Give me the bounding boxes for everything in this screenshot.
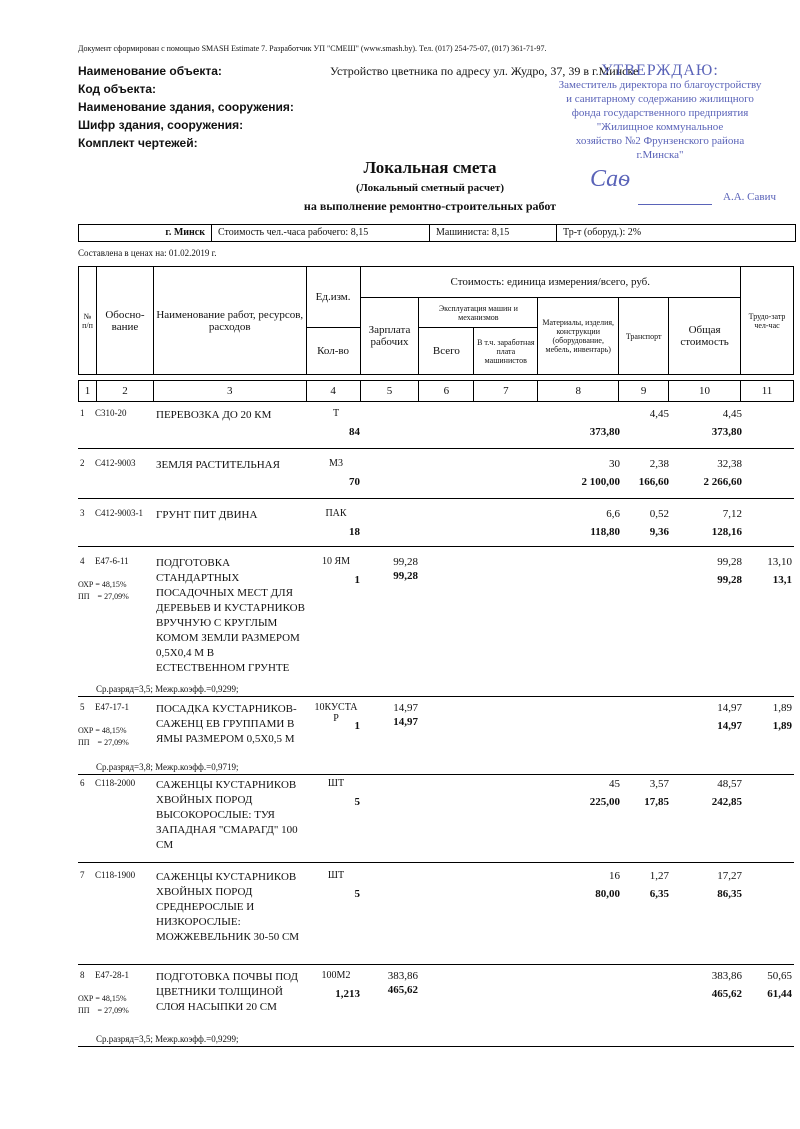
row-qty: 1 (354, 720, 360, 732)
row-materials-unit: 6,6 (606, 508, 620, 520)
row-name: САЖЕНЦЫ КУСТАРНИКОВ ХВОЙНЫХ ПОРОД СРЕДНЕРОСЛЫЕ И НИЗКОРОСЛЫЕ: МОЖЖЕВЕЛЬНИК 30-50 СМ (156, 871, 300, 943)
row-separator (78, 696, 794, 697)
stamp-line: г.Минска" (636, 149, 684, 161)
row-number: 6 (80, 778, 85, 788)
header-qty: Кол-во (306, 328, 360, 375)
header-basis: Обосно-вание (96, 267, 153, 375)
row-transport-total: 9,36 (649, 526, 669, 538)
row-ohr: ОХР = 48,15% (78, 726, 127, 735)
row-name: САЖЕНЦЫ КУСТАРНИКОВ ХВОЙНЫХ ПОРОД ВЫСОКОРОСЛЫЕ: ТУЯ ЗАПАДНАЯ "СМАРАГД" 100 СМ (156, 779, 298, 851)
row-total-unit: 99,28 (717, 556, 742, 568)
row-name: ГРУНТ ПИТ ДВИНА (156, 509, 258, 521)
row-materials-unit: 45 (609, 778, 620, 790)
info-city: г. Минск (79, 225, 212, 241)
row-labor-unit: 1,89 (772, 702, 792, 714)
row-labor-total: 61,44 (767, 988, 792, 1000)
generator-note: Документ сформирован с помощью SMASH Estimate 7. Разработчик УП "СМЕШ" (www.smash.by). Тел. (017) 254-75-07, (017) 361-71-97. (78, 44, 547, 53)
row-number: 7 (80, 870, 85, 880)
column-number: 4 (306, 381, 360, 402)
column-number: 1 (79, 381, 97, 402)
row-total-unit: 14,97 (717, 702, 742, 714)
table-row (78, 556, 794, 696)
header-total: Общая стоимость (669, 298, 741, 375)
document-subtitle-2: на выполнение ремонтно-строительных работ (303, 199, 557, 213)
table-row (78, 870, 794, 964)
row-separator (78, 774, 794, 775)
row-code: С412-9003 (95, 458, 136, 468)
row-footnote: Ср.разряд=3,5; Межр.коэфф.=0,9299; (96, 1034, 239, 1044)
row-materials-total: 80,00 (595, 888, 620, 900)
row-salary-total: 99,28 (393, 570, 418, 582)
row-transport-total: 6,35 (649, 888, 669, 900)
row-qty: 84 (349, 426, 360, 438)
row-name: ПОДГОТОВКА ПОЧВЫ ПОД ЦВЕТНИКИ ТОЛЩИНОЙ СЛОЯ НАСЫПКИ 20 СМ (156, 971, 299, 1013)
stamp-signer: А.А. Савич (723, 191, 776, 203)
table-row (78, 970, 794, 1046)
row-total: 86,35 (717, 888, 742, 900)
info-box (78, 224, 796, 242)
row-total: 14,97 (717, 720, 742, 732)
row-transport-total: 166,60 (638, 476, 669, 488)
row-separator (78, 1046, 794, 1047)
row-transport-total: 17,85 (644, 796, 669, 808)
header-transport: Транспорт (619, 298, 669, 375)
row-separator (78, 964, 794, 965)
row-unit: 10 ЯМ (321, 556, 351, 567)
row-ohr: ОХР = 48,15% (78, 580, 127, 589)
row-pp: ПП = 27,09% (78, 1006, 129, 1015)
row-materials-total: 225,00 (589, 796, 620, 808)
row-unit: ПАК (325, 508, 347, 519)
row-salary-total: 465,62 (387, 984, 418, 996)
document-subtitle: (Локальный сметный расчет) (356, 182, 504, 194)
row-unit: ШТ (327, 778, 345, 789)
header-machines-total: Всего (419, 328, 474, 375)
row-total-unit: 17,27 (717, 870, 742, 882)
table-row (78, 508, 794, 546)
row-qty: 70 (349, 476, 360, 488)
row-number: 2 (80, 458, 85, 468)
row-materials-unit: 16 (609, 870, 620, 882)
column-number: 10 (669, 381, 741, 402)
row-number: 8 (80, 970, 85, 980)
column-number: 5 (360, 381, 419, 402)
table-row (78, 458, 794, 498)
cipher-label: Шифр здания, сооружения: (78, 118, 244, 132)
row-salary-unit: 99,28 (393, 556, 418, 568)
row-total: 242,85 (711, 796, 742, 808)
stamp-line: хозяйство №2 Фрунзенского района (575, 135, 745, 147)
header-labor: Трудо-затр чел-час (741, 267, 794, 375)
object-name-value: Устройство цветника по адресу ул. Жудро, 37, 39 в г.Минске (330, 64, 639, 78)
row-unit: М3 (329, 458, 343, 469)
row-pp: ПП = 27,09% (78, 592, 129, 601)
row-total: 373,80 (711, 426, 742, 438)
row-name: ПОДГОТОВКА СТАНДАРТНЫХ ПОСАДОЧНЫХ МЕСТ ДЛЯ ДЕРЕВЬЕВ И КУСТАРНИКОВ ВРУЧНУЮ С КРУГЛЫМ КОМОМ ЗЕМЛИ РАЗМЕРОМ 0,5Х0,4 М В ЕСТЕСТВЕННОМ ГРУНТЕ (156, 557, 305, 674)
header-materials: Материалы, изделия, конструкции (оборудование, мебель, инвентарь) (538, 298, 619, 375)
info-hour-cost: Стоимость чел.-часа рабочего: 8,15 (212, 225, 430, 241)
header-name: Наименование работ, ресурсов, расходов (153, 267, 306, 375)
stamp-line: Заместитель директора по благоустройству (558, 79, 762, 91)
row-total-unit: 4,45 (722, 408, 742, 420)
row-unit: 100М2 (321, 970, 351, 981)
object-name-label: Наименование объекта: (78, 64, 222, 78)
header-num: № п/п (79, 267, 97, 375)
column-number: 8 (538, 381, 619, 402)
header-machines-salary: В т.ч. заработная плата машинистов (474, 328, 538, 375)
row-materials-unit: 30 (609, 458, 620, 470)
column-number: 2 (96, 381, 153, 402)
row-transport-unit: 3,57 (649, 778, 669, 790)
column-number: 3 (153, 381, 306, 402)
column-number: 7 (474, 381, 538, 402)
stamp-line: фонда государственного предприятия (571, 107, 749, 119)
table-header (78, 266, 794, 375)
row-total: 99,28 (717, 574, 742, 586)
row-total: 128,16 (711, 526, 742, 538)
info-transport: Тр-т (оборуд.): 2% (563, 227, 642, 238)
stamp-line: "Жилищное коммунальное (596, 121, 724, 133)
header-machines: Эксплуатация машин и механизмов (419, 298, 538, 328)
row-name: ЗЕМЛЯ РАСТИТЕЛЬНАЯ (156, 459, 280, 471)
column-number: 9 (619, 381, 669, 402)
row-unit: ШТ (327, 870, 345, 881)
document-title: Локальная смета (363, 158, 497, 177)
row-salary-unit: 383,86 (387, 970, 418, 982)
table-row (78, 408, 794, 448)
row-materials-total: 2 100,00 (581, 476, 620, 488)
row-total-unit: 7,12 (722, 508, 742, 520)
row-code: Е47-28-1 (95, 970, 129, 980)
row-ohr: ОХР = 48,15% (78, 994, 127, 1003)
row-total-unit: 32,38 (717, 458, 742, 470)
row-number: 3 (80, 508, 85, 518)
row-code: Е47-6-11 (95, 556, 129, 566)
row-labor-total: 13,1 (772, 574, 792, 586)
row-footnote: Ср.разряд=3,8; Межр.коэфф.=0,9719; (96, 762, 239, 772)
building-label: Наименование здания, сооружения: (78, 100, 294, 114)
row-unit: Т (332, 408, 340, 419)
row-separator (78, 448, 794, 449)
row-materials-total: 373,80 (589, 426, 620, 438)
row-salary-unit: 14,97 (393, 702, 418, 714)
column-number: 6 (419, 381, 474, 402)
row-materials-total: 118,80 (590, 526, 620, 538)
row-pp: ПП = 27,09% (78, 738, 129, 747)
row-total: 2 266,60 (703, 476, 742, 488)
row-total-unit: 383,86 (711, 970, 742, 982)
row-qty: 5 (354, 796, 360, 808)
row-code: С118-2000 (95, 778, 136, 788)
row-qty: 1 (354, 574, 360, 586)
row-separator (78, 498, 794, 499)
row-salary-total: 14,97 (393, 716, 418, 728)
table-row (78, 702, 794, 774)
column-number: 11 (740, 381, 793, 402)
stamp-line: и санитарному содержанию жилищного (566, 93, 754, 105)
row-transport-unit: 4,45 (649, 408, 669, 420)
info-machinist: Машиниста: 8,15 (430, 225, 557, 241)
row-code: С118-1900 (95, 870, 136, 880)
row-transport-unit: 0,52 (649, 508, 669, 520)
row-transport-unit: 1,27 (649, 870, 669, 882)
row-number: 4 (80, 556, 85, 566)
signature: Саѳ (590, 166, 631, 192)
row-separator (78, 862, 794, 863)
row-number: 5 (80, 702, 85, 712)
signature-line (638, 204, 712, 205)
row-labor-unit: 50,65 (767, 970, 792, 982)
row-number: 1 (80, 408, 85, 418)
row-separator (78, 546, 794, 547)
row-name: ПОСАДКА КУСТАРНИКОВ-САЖЕНЦ ЕВ ГРУППАМИ В ЯМЫ РАЗМЕРОМ 0,5Х0,5 М (156, 703, 297, 745)
row-total-unit: 48,57 (717, 778, 742, 790)
row-unit: 10КУСТА Р (314, 702, 358, 724)
row-code: С310-20 (95, 408, 127, 418)
row-labor-total: 1,89 (772, 720, 792, 732)
row-total: 465,62 (711, 988, 742, 1000)
drawings-label: Комплект чертежей: (78, 136, 198, 150)
row-footnote: Ср.разряд=3,5; Межр.коэфф.=0,9299; (96, 684, 239, 694)
stamp-header: УТВЕРЖДАЮ: (601, 62, 719, 79)
table-row (78, 778, 794, 862)
row-qty: 18 (349, 526, 360, 538)
row-code: Е47-17-1 (95, 702, 129, 712)
row-labor-unit: 13,10 (767, 556, 792, 568)
row-qty: 1,213 (335, 988, 360, 1000)
object-code-label: Код объекта: (78, 82, 157, 96)
header-cost-title: Стоимость: единица измерения/всего, руб. (360, 267, 741, 298)
approval-stamp (538, 64, 782, 214)
row-name: ПЕРЕВОЗКА ДО 20 КМ (156, 409, 272, 421)
column-numbers (78, 380, 794, 402)
row-qty: 5 (354, 888, 360, 900)
header-unit: Ед.изм. (306, 267, 360, 328)
row-transport-unit: 2,38 (649, 458, 669, 470)
header-salary: Зарплата рабочих (360, 298, 419, 375)
prices-date: Составлена в ценах на: 01.02.2019 г. (78, 248, 217, 258)
row-code: С412-9003-1 (95, 508, 143, 518)
